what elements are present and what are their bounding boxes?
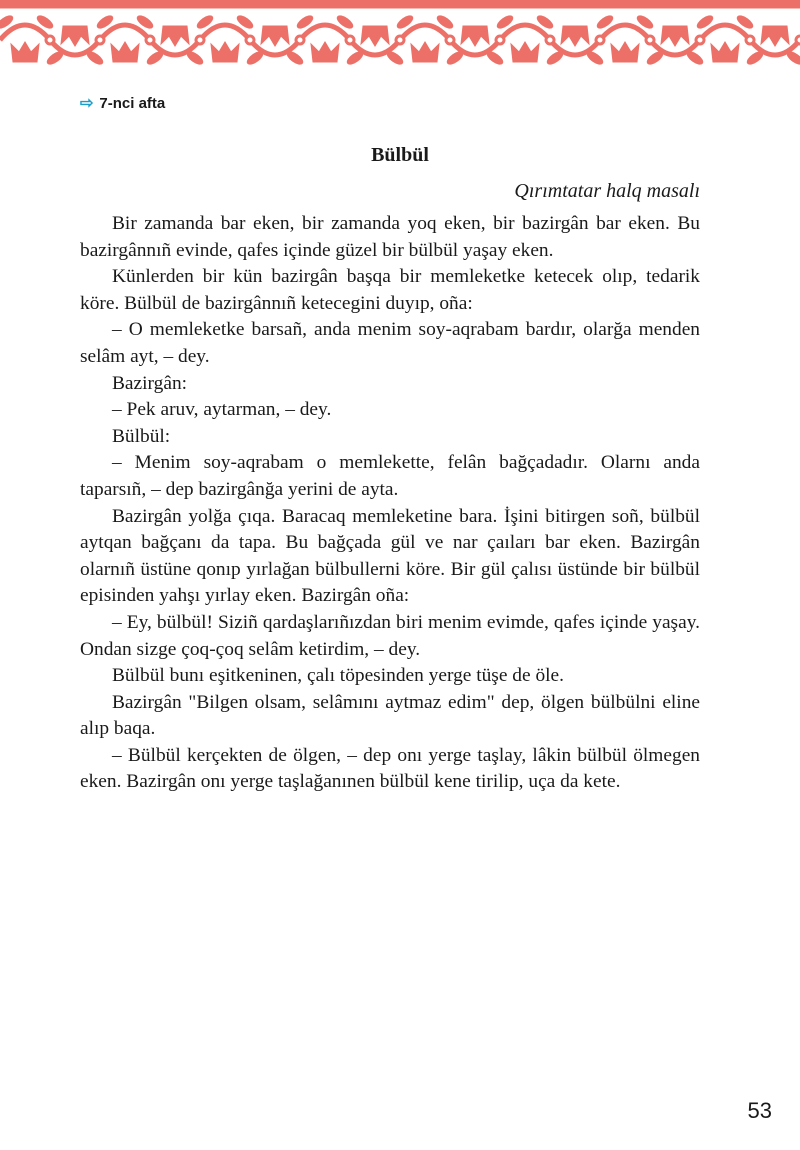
story-paragraph: Bazirgân: xyxy=(112,372,188,394)
arrow-right-icon: ⇨ xyxy=(80,95,94,112)
story-paragraph: Künlerden bir kün bazirgân başqa bir memleketke ketecek olıp, tedarik köre. Bülbül de bazirgânnıñ ketecegini duyıp, oña: xyxy=(80,266,700,314)
story-text xyxy=(80,211,700,796)
story-paragraph: Bazirgân yolğa çıqa. Baracaq memleketine bara. İşini bitirgen soñ, bülbül aytqan bağçanı da tapa. Bu bağçada gül ve nar çaıları bar eken. Bazirgân olarnıñ üstüne qonıp yırlağan bülbullerni köre. Bir gül çalısı üstünde bir bülbül episinden yahşı yırlay eken. Bazirgân oña: xyxy=(80,505,700,607)
story-paragraph: Bülbül bunı eşitkeninen, çalı töpesinden yerge tüşe de öle. xyxy=(112,665,564,687)
story-paragraph: – O memleketke barsañ, anda menim soy-aqrabam bardır, olarğa menden selâm ayt, – dey. xyxy=(80,319,700,367)
page-number: 53 xyxy=(747,1098,772,1123)
story-paragraph: Bazirgân "Bilgen olsam, selâmını aytmaz edim" dep, ölgen bülbülni eline alıp baqa. xyxy=(80,691,700,740)
story-paragraph: – Ey, bülbül! Siziñ qardaşlarıñızdan biri menim evimde, qafes içinde yaşay. Ondan sizge çoq-çoq selâm ketirdim, – dey. xyxy=(80,611,700,660)
story-paragraph: Bir zamanda bar eken, bir zamanda yoq eken, bir bazirgân bar eken. Bu bazirgânnıñ evinde, qafes içinde güzel bir bülbül yaşay eken. xyxy=(80,213,700,261)
story-paragraph: – Bülbül kerçekten de ölgen, – dep onı yerge taşlay, lâkin bülbül ölmegen eken. Bazirgân onı yerge taşlağanınen bülbül kene tirilip, uça da kete. xyxy=(80,744,700,793)
story-paragraph: – Menim soy-aqrabam o memlekette, felân bağçadadır. Olarnı anda taparsıñ, – dep bazirgânğa yerini de ayta. xyxy=(80,452,700,500)
story-subtitle: Qırımtatar halq masalı xyxy=(514,180,700,202)
floral-border-ornament xyxy=(0,0,800,78)
story-paragraph: – Pek aruv, aytarman, – dey. xyxy=(112,399,332,421)
week-label: 7-nci afta xyxy=(99,94,166,112)
story-paragraph: Bülbül: xyxy=(112,425,171,447)
story-title: Bülbül xyxy=(371,144,429,166)
week-heading xyxy=(80,93,165,113)
